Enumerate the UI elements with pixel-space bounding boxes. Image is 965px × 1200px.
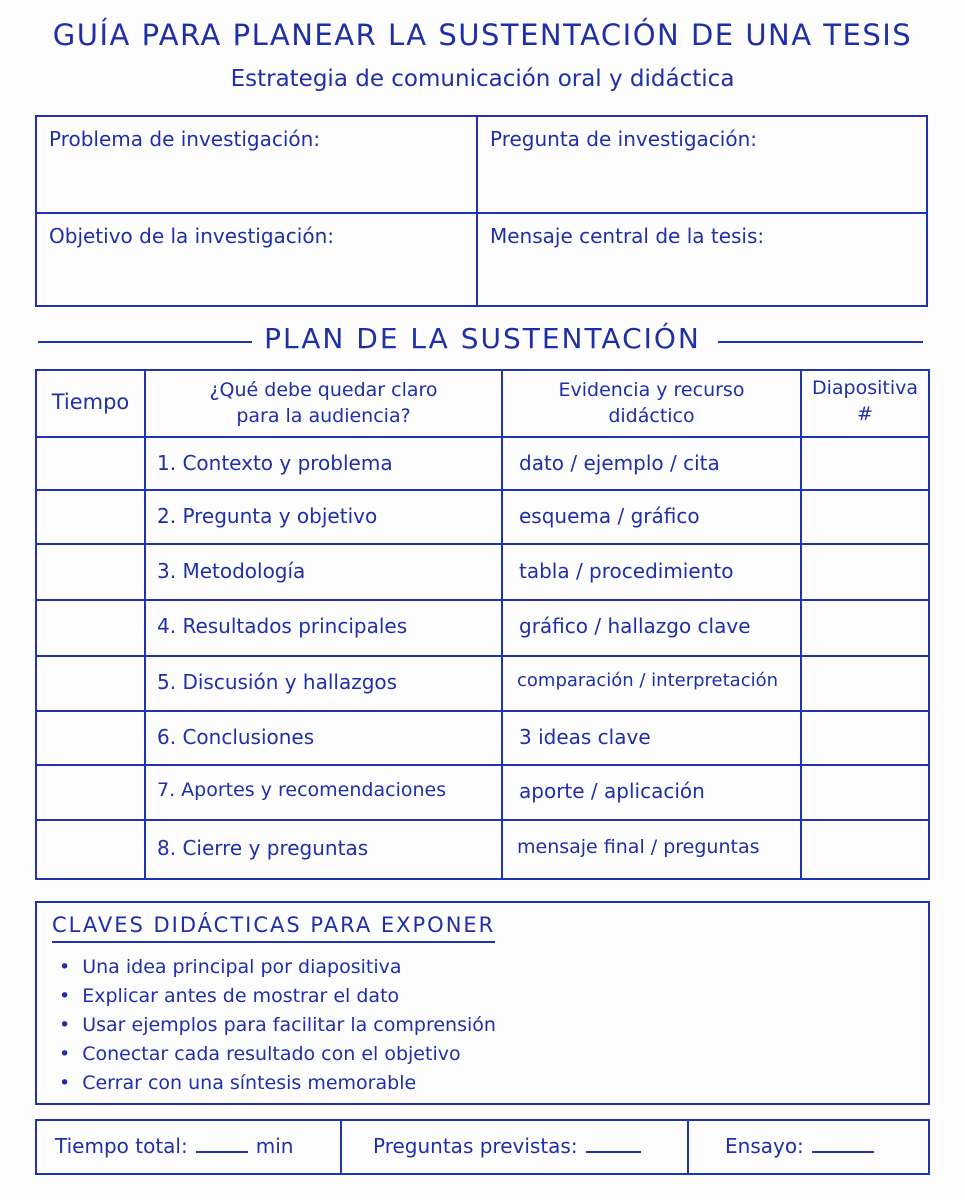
page-title: GUÍA PARA PLANEAR LA SUSTENTACIÓN DE UNA TESIS (52, 18, 913, 52)
rehearsal-label: Ensayo: (725, 1134, 804, 1158)
header-evid-line2: didáctico (608, 405, 695, 427)
table-row-evidence: gráfico / hallazgo clave (519, 614, 751, 638)
plan-section-title: PLAN DE LA SUSTENTACIÓN (264, 322, 701, 355)
central-message-label: Mensaje central de la tesis: (490, 224, 765, 248)
header-evidencia (503, 377, 800, 429)
table-row-step: 7. Aportes y recomendaciones (157, 779, 447, 801)
header-evid-line1: Evidencia y recurso (558, 379, 745, 401)
list-item: • Usar ejemplos para facilitar la comprensión (59, 1011, 496, 1040)
research-summary-grid (35, 115, 928, 307)
table-row-step: 2. Pregunta y objetivo (157, 504, 378, 528)
header-diapositiva (802, 375, 928, 427)
table-row-evidence: esquema / gráfico (519, 504, 700, 528)
expected-questions-field[interactable] (373, 1134, 649, 1158)
table-row-step: 5. Discusión y hallazgos (157, 670, 398, 694)
didactic-keys-title: CLAVES DIDÁCTICAS PARA EXPONER (52, 913, 495, 943)
footer-box (35, 1119, 930, 1175)
problem-label: Problema de investigación: (49, 127, 321, 151)
rehearsal-field[interactable] (725, 1134, 882, 1158)
table-row-step: 1. Contexto y problema (157, 451, 393, 475)
table-row-evidence: comparación / interpretación (517, 670, 779, 691)
header-diap-line1: Diapositiva (811, 377, 919, 399)
objective-label: Objetivo de la investigación: (49, 224, 334, 248)
header-que-line1: ¿Qué debe quedar claro (209, 379, 438, 401)
header-que (146, 377, 501, 429)
header-diap-line2: # (857, 403, 873, 425)
list-item: • Conectar cada resultado con el objetivo (59, 1040, 496, 1069)
central-message-field[interactable] (478, 214, 926, 305)
list-item: • Explicar antes de mostrar el dato (59, 982, 496, 1011)
didactic-keys-list (59, 953, 496, 1098)
total-time-blank[interactable] (196, 1149, 248, 1153)
question-field[interactable] (478, 117, 926, 212)
list-item: • Una idea principal por diapositiva (59, 953, 496, 982)
didactic-keys-box (35, 901, 930, 1105)
list-item: • Cerrar con una síntesis memorable (59, 1069, 496, 1098)
problem-field[interactable] (37, 117, 476, 212)
objective-field[interactable] (37, 214, 476, 305)
header-que-line2: para la audiencia? (236, 405, 411, 427)
question-label: Pregunta de investigación: (490, 127, 758, 151)
table-row-evidence: aporte / aplicación (519, 779, 705, 803)
table-row-evidence: mensaje final / preguntas (517, 836, 760, 858)
total-time-unit: min (255, 1134, 294, 1158)
total-time-label: Tiempo total: (55, 1134, 188, 1158)
table-row-evidence: tabla / procedimiento (519, 559, 734, 583)
plan-table (35, 369, 930, 880)
rehearsal-blank[interactable] (812, 1149, 874, 1153)
total-time-field[interactable] (55, 1134, 293, 1158)
table-row-step: 4. Resultados principales (157, 614, 408, 638)
header-tiempo: Tiempo (51, 390, 130, 414)
page-subtitle: Estrategia de comunicación oral y didáctica (230, 66, 735, 92)
table-row-evidence: dato / ejemplo / cita (519, 451, 720, 475)
table-row-step: 8. Cierre y preguntas (157, 836, 369, 860)
table-row-evidence: 3 ideas clave (519, 725, 651, 749)
table-row-step: 3. Metodología (157, 559, 306, 583)
table-row-step: 6. Conclusiones (157, 725, 315, 749)
expected-questions-label: Preguntas previstas: (373, 1134, 578, 1158)
plan-section-header (0, 320, 965, 360)
expected-questions-blank[interactable] (586, 1149, 641, 1153)
